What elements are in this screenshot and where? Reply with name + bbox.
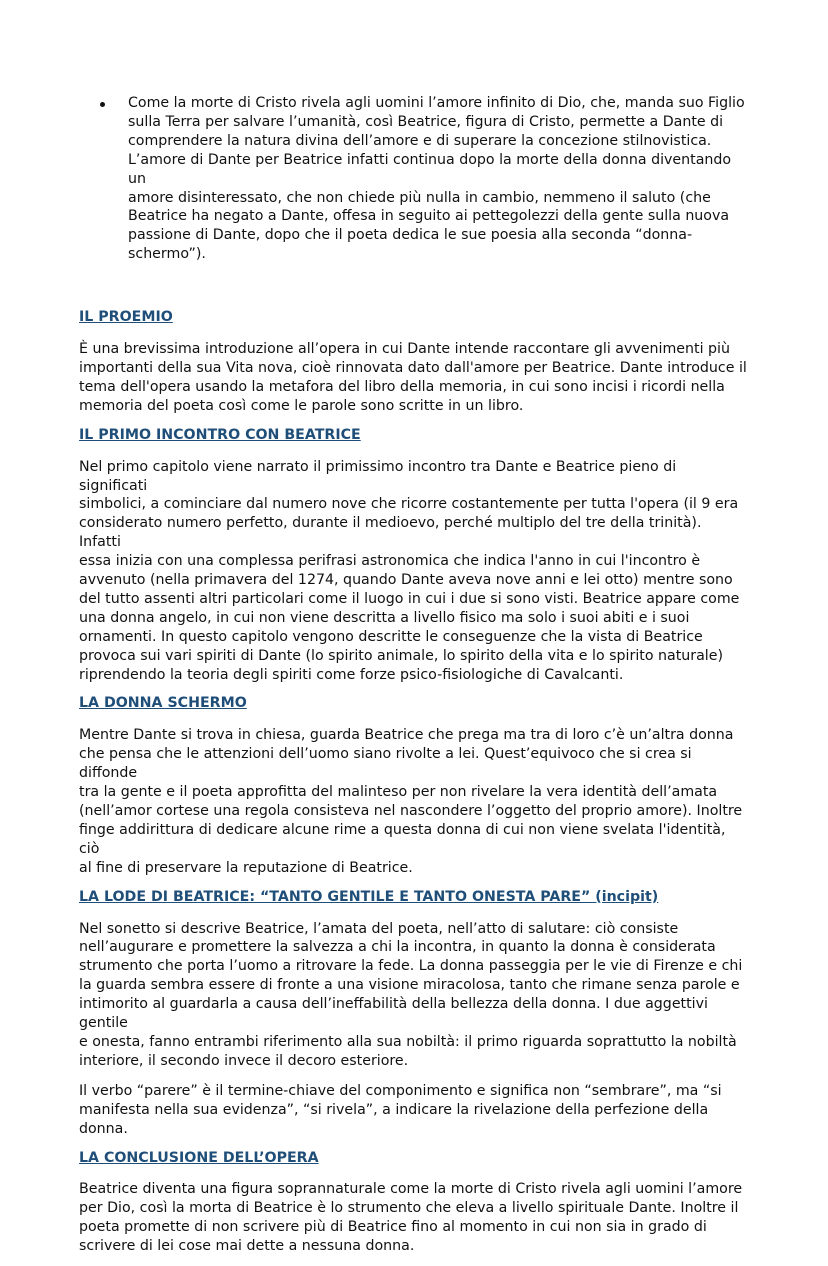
heading-donna-schermo: LA DONNA SCHERMO — [79, 695, 247, 712]
paragraph-lode-2: Il verbo “parere” è il termine-chiave del componimento e significa non “sembrare”, ma “si manifesta nella sua evidenza”, “si rivela”, a indicare la rivelazione della perfezione della donna. — [79, 1082, 722, 1137]
heading-primo-incontro: IL PRIMO INCONTRO CON BEATRICE — [79, 426, 361, 443]
paragraph-primo-incontro: Nel primo capitolo viene narrato il primissimo incontro tra Dante e Beatrice pieno di significati simbolici, a cominciare dal numero nove che ricorre costantemente per tutta l'opera (il 9 era considerato numero perfetto, durante il medioevo, perché multiplo del tre della trinità). Infatti essa inizia con una complessa perifrasi astronomica che indica l'anno in cui l'incontro è avvenuto (nella primavera del 1274, quando Dante aveva nove anni e lei otto) mentre sono del tutto assenti altri particolari come il luogo in cui i due si sono visti. Beatrice appare come una donna angelo, in cui non viene descritta a livello fisico ma solo i suoi abiti e i suoi ornamenti. In questo capitolo vengono descritte le conseguenze che la vista di Beatrice provoca sui vari spiriti di Dante (lo spirito animale, lo spirito della vita e lo spirito naturale) riprendendo la teoria degli spiriti come forze psico-fisiologiche di Cavalcanti. — [79, 458, 740, 683]
paragraph-proemio: È una brevissima introduzione all’opera in cui Dante intende raccontare gli avvenimenti più importanti della sua Vita nova, cioè rinnovata dato dall'amore per Beatrice. Dante introduce il tema dell'opera usando la metafora del libro della memoria, in cui sono incisi i ricordi nella memoria del poeta così come le parole sono scritte in un libro. — [79, 341, 747, 414]
paragraph-lode-1: Nel sonetto si descrive Beatrice, l’amata del poeta, nell’atto di salutare: ciò consiste nell’augurare e promettere la salvezza a chi la incontra, in quanto la donna è considerata strumento che porta l’uomo a ritrovare la fede. La donna passeggia per le vie di Firenze e chi la guarda sembra essere di fronte a una visione miracolosa, tanto che rimane senza parole e intimorito al guardarla a causa dell’ineffabilità della bellezza della donna. I due aggettivi gentile e onesta, fanno entrambi riferimento alla sua nobiltà: il primo riguarda soprattutto la nobiltà interiore, il secondo invece il decoro esteriore. — [79, 920, 743, 1069]
heading-lode: LA LODE DI BEATRICE: “TANTO GENTILE E TANTO ONESTA PARE” (incipit) — [79, 888, 659, 905]
paragraph-conclusione: Beatrice diventa una figura soprannaturale come la morte di Cristo rivela agli uomini l’amore per Dio, così la morta di Beatrice è lo strumento che eleva a livello spirituale Dante. Inoltre il poeta promette di non scrivere più di Beatrice fino al momento in cui non sia in grado di scrivere di lei cose mai dette a nessuna donna. — [79, 1181, 743, 1255]
heading-conclusione: LA CONCLUSIONE DELL’OPERA — [79, 1149, 319, 1166]
section-primo-incontro — [79, 426, 747, 685]
heading-proemio: IL PROEMIO — [79, 309, 173, 326]
section-conclusione — [79, 1149, 747, 1257]
section-proemio — [79, 308, 747, 416]
bullet-text: Come la morte di Cristo rivela agli uomini l’amore infinito di Dio, che, manda suo Figlio sulla Terra per salvare l’umanità, così Beatrice, figura di Cristo, permette a Dante di comprendere la natura divina dell’amore e di superare la concezione stilnovistica. L’amore di Dante per Beatrice infatti continua dopo la morte della donna diventando un amore disinteressato, che non chiede più nulla in cambio, nemmeno il saluto (che Beatrice ha negato a Dante, offesa in seguito ai pettegolezzi della gente sulla nuova passione di Dante, dopo che il poeta dedica le sue poesia alla seconda “donna- schermo”). — [128, 95, 745, 263]
section-lode — [79, 888, 747, 1139]
bullet-item — [79, 94, 747, 264]
bullet-dot-icon — [100, 102, 105, 107]
section-donna-schermo — [79, 694, 747, 877]
document-page — [79, 94, 747, 1266]
paragraph-donna-schermo: Mentre Dante si trova in chiesa, guarda Beatrice che prega ma tra di loro c’è un’altra donna che pensa che le attenzioni dell’uomo siano rivolte a lei. Quest’equivoco che si crea si diffonde tra la gente e il poeta approfitta del malinteso per non rivelare la vera identità dell’amata (nell’amor cortese una regola consisteva nel nascondere l’oggetto del proprio amore). Inoltre finge addirittura di dedicare alcune rime a questa donna di cui non viene svelata l'identità, ciò al fine di preservare la reputazione di Beatrice. — [79, 727, 743, 876]
